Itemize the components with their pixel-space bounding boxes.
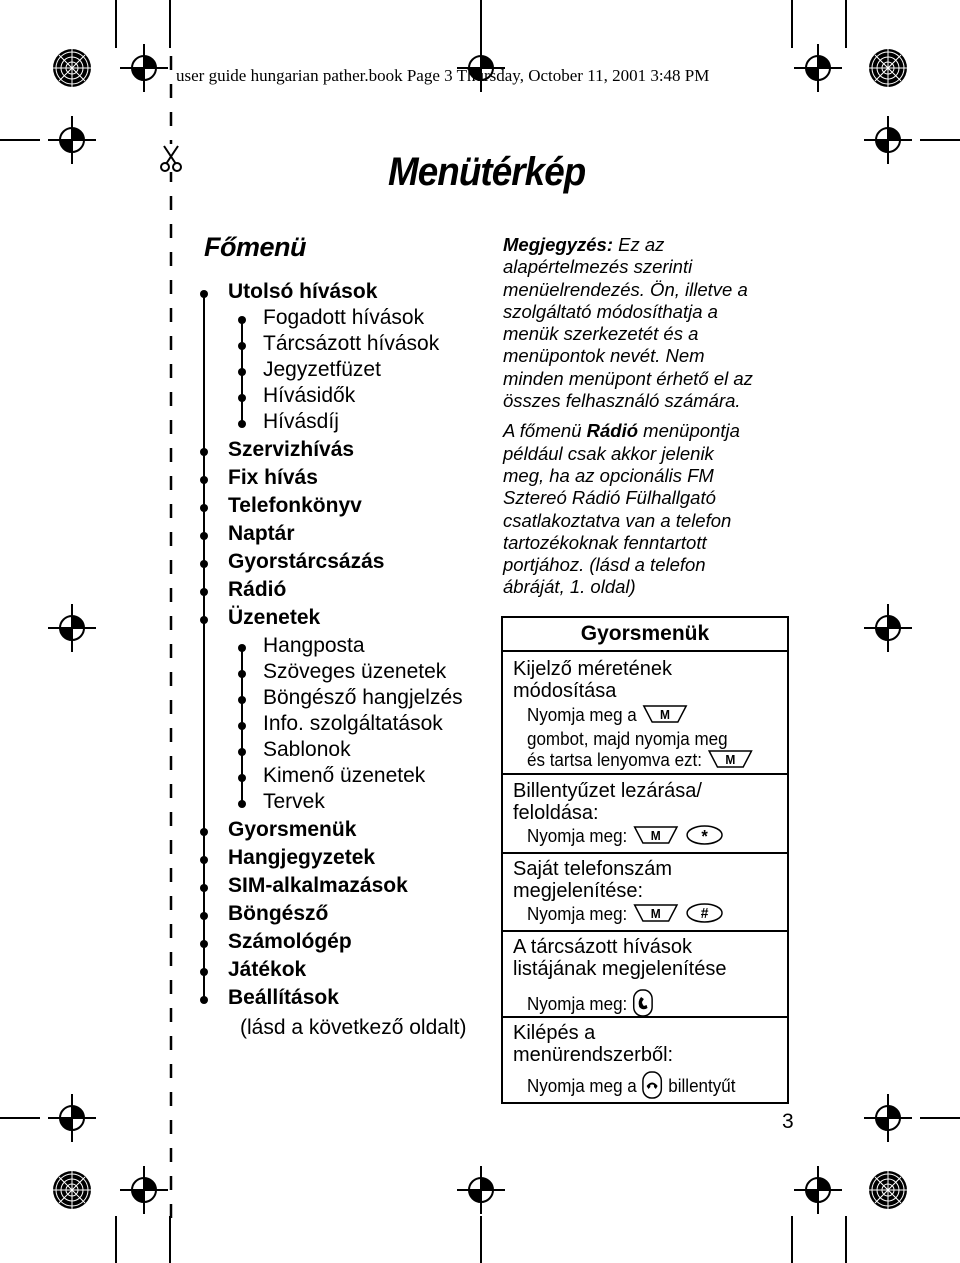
registration-mark-icon	[794, 1166, 842, 1214]
end-key-icon	[641, 1070, 663, 1104]
section-heading	[513, 658, 672, 702]
section-heading	[513, 936, 726, 980]
instruction-line: Nyomja meg a	[527, 704, 637, 725]
heading-line: menürendszerből:	[513, 1044, 674, 1066]
menu-item: Fix hívás	[228, 466, 318, 489]
note-line: menük szerkezetét és a	[503, 323, 699, 345]
section-heading	[513, 858, 672, 902]
quick-menu-section	[503, 854, 787, 928]
section-instruction	[527, 704, 755, 773]
submenu-bullet	[238, 368, 246, 376]
print-target-icon	[869, 1171, 907, 1209]
menu-bullet	[200, 856, 208, 864]
menu-item: Beállítások	[228, 986, 339, 1009]
menu-bullet	[200, 290, 208, 298]
page-number: 3	[782, 1110, 794, 1133]
submenu-bullet	[238, 670, 246, 678]
submenu-item: Kimenő üzenetek	[263, 764, 426, 787]
menu-bullet	[200, 940, 208, 948]
submenu-bullet	[238, 342, 246, 350]
print-header: user guide hungarian pather.book Page 3 Thursday, October 11, 2001 3:48 PM	[176, 66, 710, 85]
star-key-label: *	[701, 825, 709, 846]
note-paragraph	[503, 234, 803, 412]
radio-line: például csak akkor jelenik	[503, 442, 714, 464]
main-menu-list	[0, 0, 500, 1100]
note-line: menüpontok nevét. Nem	[503, 345, 705, 367]
note-line: összes felhasználó számára.	[503, 390, 741, 412]
instruction-line: gombot, majd nyomja meg	[527, 728, 728, 750]
menu-item: Szervizhívás	[228, 438, 355, 461]
section-instruction	[527, 902, 725, 928]
submenu-item: Hívásdíj	[263, 410, 339, 433]
menu-bullet	[200, 828, 208, 836]
heading-line: Kilépés a	[513, 1022, 596, 1044]
instruction-line: Nyomja meg:	[527, 824, 628, 846]
print-target-icon	[869, 49, 907, 87]
print-target-icon	[53, 1171, 91, 1209]
menu-key-icon	[707, 749, 755, 773]
menu-item: Telefonkönyv	[228, 494, 362, 517]
submenu-item: Tárcsázott hívások	[263, 332, 440, 355]
heading-line: Saját telefonszám	[513, 858, 672, 880]
hash-key-label: #	[700, 905, 709, 923]
menu-item: Számológép	[228, 930, 352, 953]
submenu-item: Fogadott hívások	[263, 306, 425, 329]
instruction-line: Nyomja meg:	[527, 992, 628, 1014]
note-line: szolgáltató módosíthatja a	[503, 300, 718, 322]
quick-menu-section	[503, 1018, 787, 1104]
menu-item: Gyorstárcsázás	[228, 550, 385, 573]
menu-item: SIM-alkalmazások	[228, 874, 408, 897]
section-heading	[513, 1022, 673, 1066]
instruction-line: Nyomja meg a	[527, 1074, 637, 1096]
heading-line: módosítása	[513, 680, 617, 702]
submenu-item: Hangposta	[263, 634, 365, 657]
submenu-bullet	[238, 774, 246, 782]
menu-item: Rádió	[228, 578, 287, 601]
registration-mark-icon	[48, 1094, 96, 1142]
radio-line: Sztereó Rádió Fülhallgató	[503, 487, 716, 509]
instruction-line: billentyűt	[668, 1074, 736, 1096]
menu-bullet	[200, 476, 208, 484]
heading-line: feloldása:	[513, 802, 599, 824]
menu-key-label: M	[725, 752, 736, 768]
section-instruction	[527, 824, 725, 850]
section-instruction	[527, 1070, 735, 1104]
submenu-bullet	[238, 316, 246, 324]
submenu-item: Hívásidők	[263, 384, 356, 407]
note-line: Ez az	[613, 234, 665, 255]
menu-bullet	[200, 968, 208, 976]
menu-item: Böngésző	[228, 902, 329, 925]
quick-menu-section	[503, 654, 787, 778]
menu-heading: Főmenü	[204, 232, 306, 262]
page-title: Menütérkép	[388, 150, 586, 194]
hash-key-icon	[685, 902, 725, 928]
section-heading	[513, 780, 702, 824]
star-key-icon	[685, 824, 725, 850]
submenu-bullet	[238, 644, 246, 652]
submenu-item: Info. szolgáltatások	[263, 712, 443, 735]
radio-line: portjához. (lásd a telefon	[503, 554, 706, 576]
quick-menu-title: Gyorsmenük	[503, 618, 787, 652]
menu-footer-note: (lásd a következő oldalt)	[240, 1016, 467, 1039]
radio-line: ábráját, 1. oldal)	[503, 576, 636, 598]
radio-text: menüpontja	[638, 420, 740, 442]
menu-item: Naptár	[228, 522, 295, 545]
submenu-item: Tervek	[263, 790, 325, 813]
menu-bullet	[200, 448, 208, 456]
submenu-bullet	[238, 800, 246, 808]
submenu-bullet	[238, 748, 246, 756]
submenu-bullet	[238, 696, 246, 704]
instruction-line: Nyomja meg:	[527, 902, 628, 924]
heading-line: listájának megjelenítése	[513, 958, 727, 980]
menu-key-label: M	[660, 707, 671, 723]
registration-mark-icon	[794, 44, 842, 92]
submenu-item: Jegyzetfüzet	[263, 358, 381, 381]
menu-tree-line	[203, 292, 205, 1002]
menu-item: Utolsó hívások	[228, 280, 378, 303]
submenu-item: Böngésző hangjelzés	[263, 686, 463, 709]
radio-text: A főmenü	[503, 420, 587, 442]
submenu-item: Sablonok	[263, 738, 351, 761]
menu-bullet	[200, 912, 208, 920]
heading-line: A tárcsázott hívások	[513, 936, 692, 958]
submenu-bullet	[238, 722, 246, 730]
submenu-bullet	[238, 394, 246, 402]
quick-menu-section	[503, 776, 787, 850]
radio-line: csatlakoztatva van a telefon	[503, 509, 732, 531]
note-line: minden menüpont érhető el az	[503, 367, 753, 389]
menu-key-label: M	[650, 828, 661, 844]
submenu-item: Szöveges üzenetek	[263, 660, 447, 683]
radio-paragraph	[503, 420, 803, 598]
menu-bullet	[200, 504, 208, 512]
heading-line: megjelenítése:	[513, 880, 644, 902]
instruction-line: és tartsa lenyomva ezt:	[527, 749, 703, 771]
menu-key-label: M	[650, 906, 661, 922]
note-block	[503, 234, 803, 599]
menu-item: Üzenetek	[228, 606, 321, 629]
registration-mark-icon	[864, 116, 912, 164]
menu-bullet	[200, 532, 208, 540]
note-line: alapértelmezés szerinti	[503, 256, 693, 278]
menu-item: Hangjegyzetek	[228, 846, 376, 869]
menu-item: Játékok	[228, 958, 307, 981]
menu-key-icon	[632, 825, 680, 849]
radio-line: tartozékoknak fenntartott	[503, 531, 707, 553]
menu-bullet	[200, 616, 208, 624]
registration-mark-icon	[864, 1094, 912, 1142]
menu-bullet	[200, 560, 208, 568]
quick-menu-box	[501, 616, 789, 1104]
menu-key-icon	[632, 903, 680, 927]
radio-line: meg, ha az opcionális FM	[503, 464, 714, 486]
submenu-bullet	[238, 420, 246, 428]
note-label: Megjegyzés:	[503, 234, 614, 255]
menu-bullet	[200, 588, 208, 596]
radio-bold: Rádió	[586, 420, 639, 442]
menu-bullet	[200, 884, 208, 892]
quick-menu-section	[503, 932, 787, 1016]
section-divider	[503, 773, 787, 775]
registration-mark-icon	[457, 1166, 505, 1214]
heading-line: Billentyűzet lezárása/	[513, 780, 702, 802]
menu-item: Gyorsmenük	[228, 818, 357, 841]
registration-mark-icon	[120, 1166, 168, 1214]
registration-mark-icon	[864, 604, 912, 652]
menu-key-icon	[641, 704, 689, 728]
menu-bullet	[200, 996, 208, 1004]
note-line: menüelrendezés. Ön, illetve a	[503, 278, 748, 300]
heading-line: Kijelző méretének	[513, 658, 672, 680]
